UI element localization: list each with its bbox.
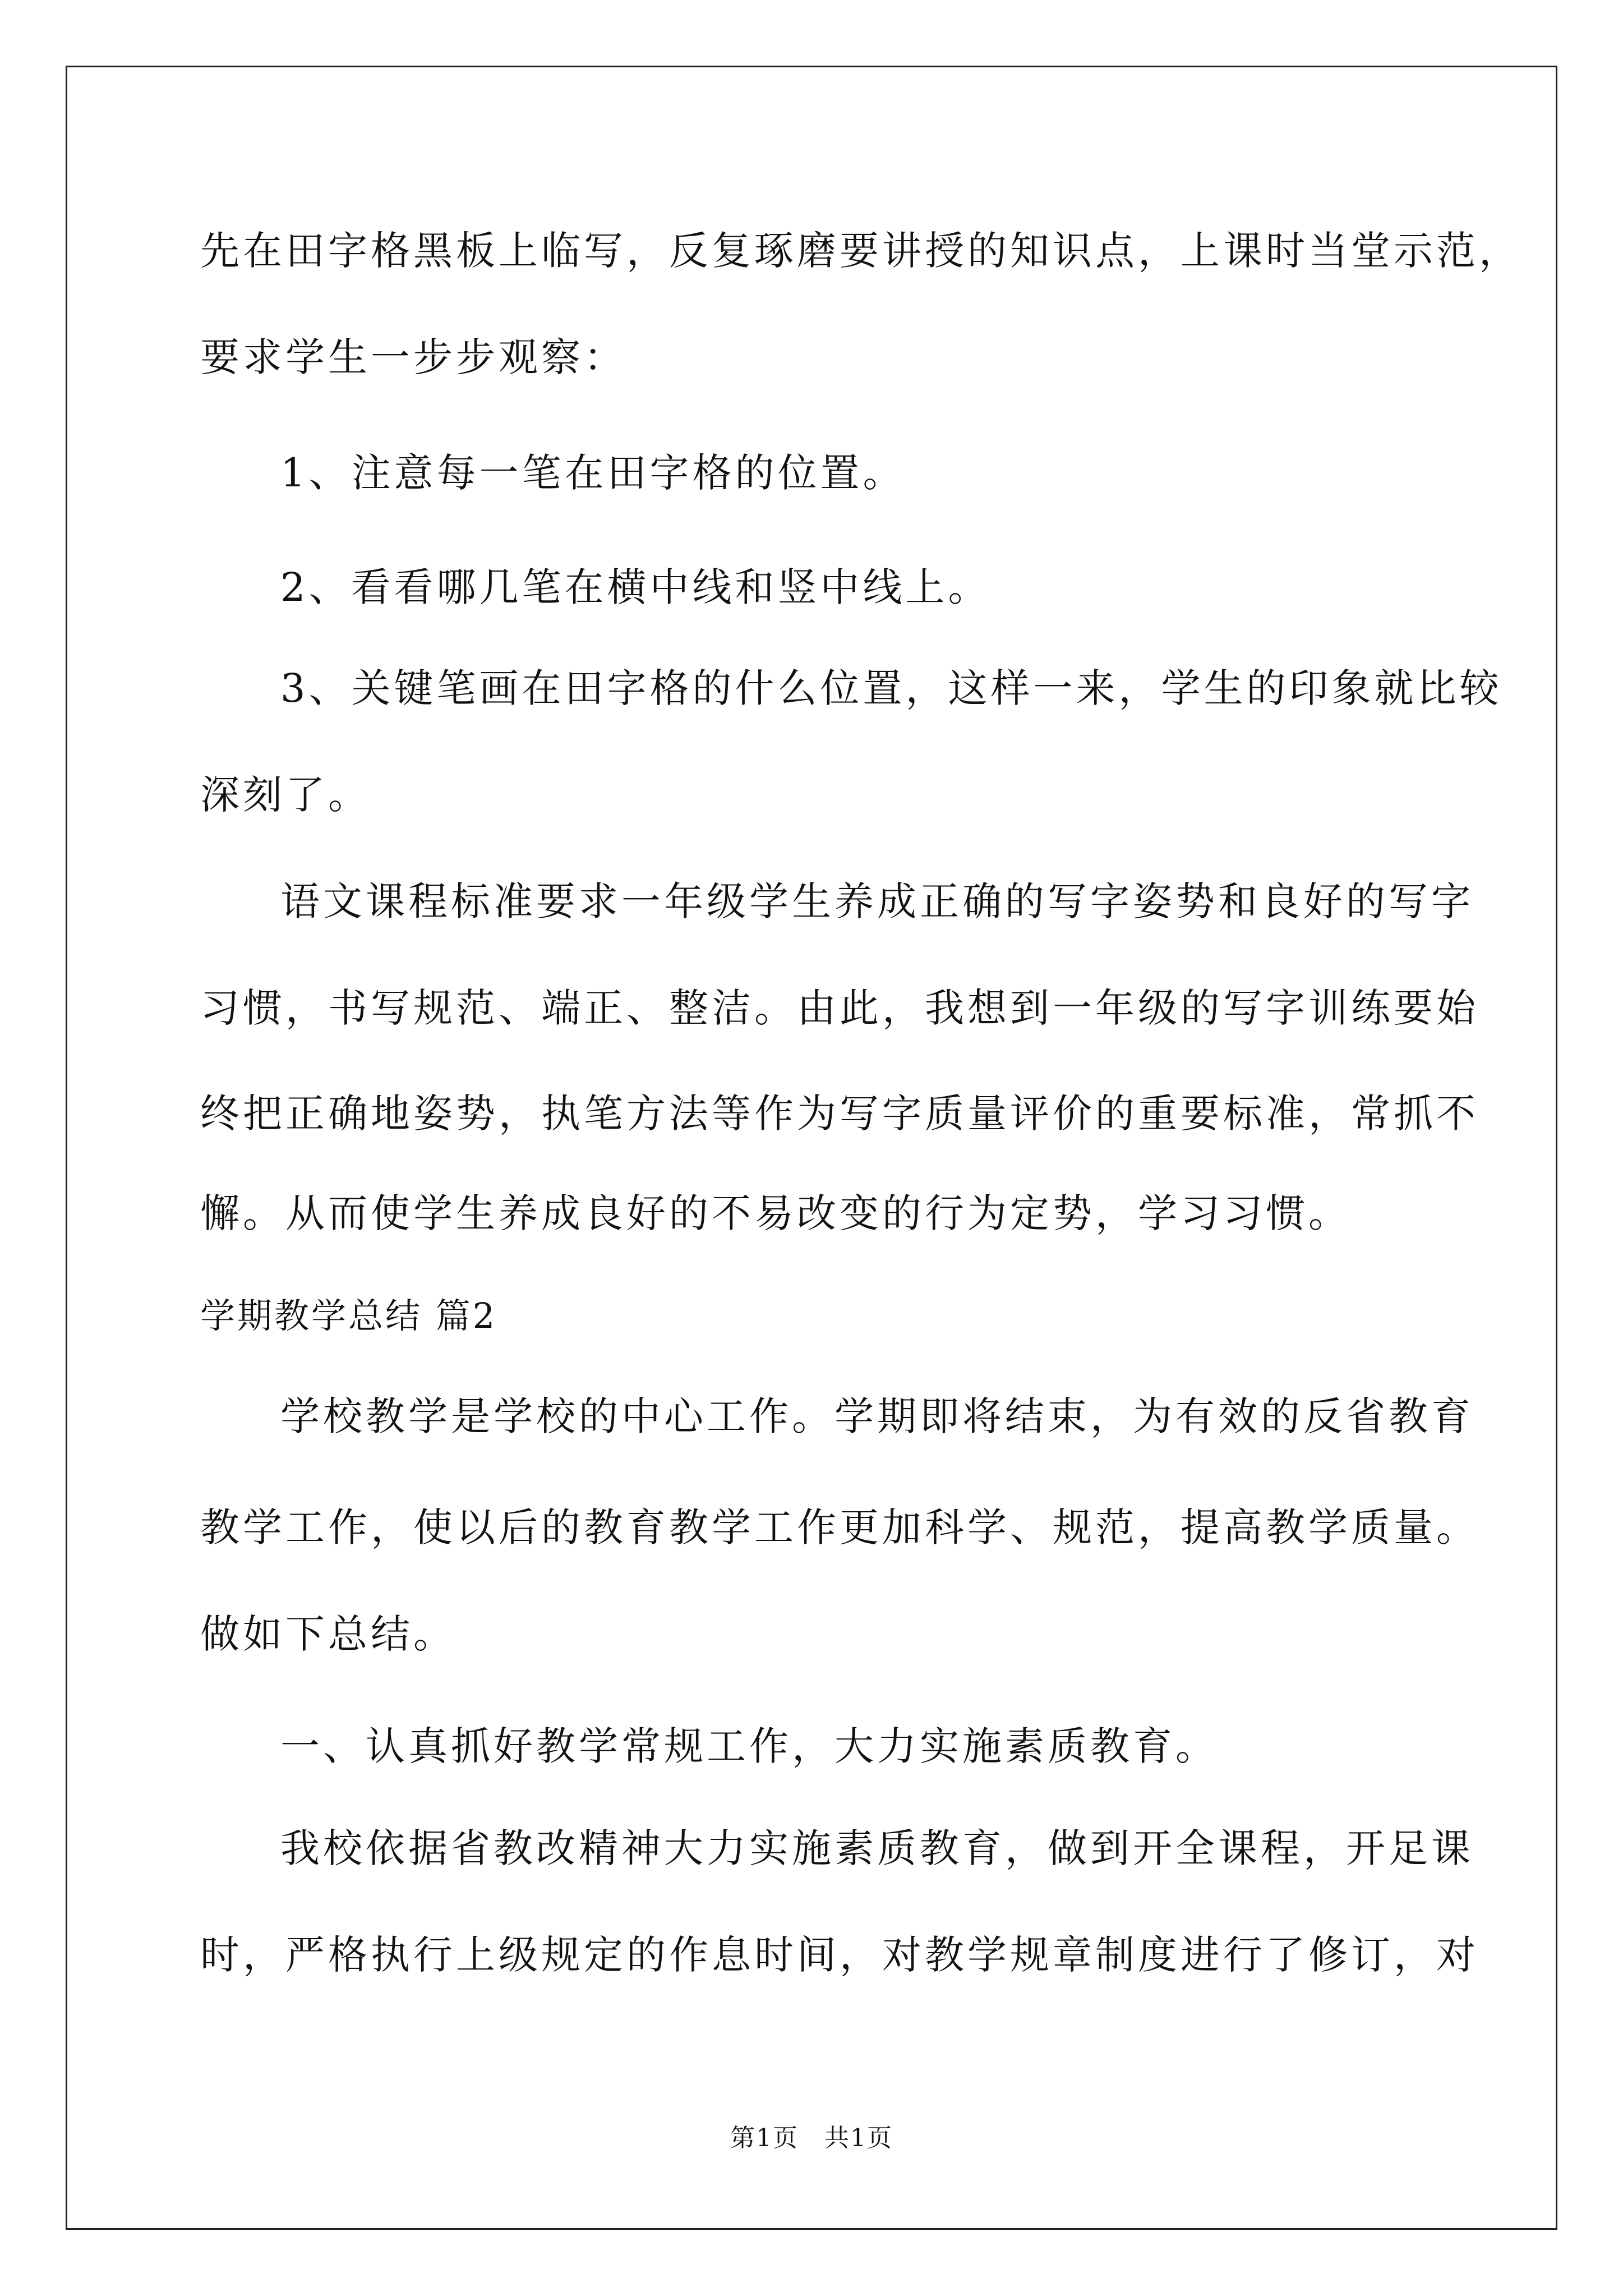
paragraph-line: 时，严格执行上级规定的作息时间，对教学规章制度进行了修订，对	[200, 1932, 1479, 1978]
paragraph-line: 要求学生一步步观察：	[200, 334, 626, 380]
page-number: 第1页 共1页	[730, 2124, 893, 2152]
paragraph-line: 做如下总结。	[200, 1611, 456, 1657]
paragraph-line: 教学工作，使以后的教育教学工作更加科学、规范，提高教学质量。	[200, 1504, 1479, 1550]
list-item: 2、看看哪几笔在横中线和竖中线上。	[280, 564, 991, 610]
paragraph-line: 语文课程标准要求一年级学生养成正确的写字姿势和良好的写字	[280, 878, 1474, 924]
paragraph-line: 我校依据省教改精神大力实施素质教育，做到开全课程，开足课	[280, 1825, 1474, 1871]
paragraph-line: 终把正确地姿势，执笔方法等作为写字质量评价的重要标准，常抓不	[200, 1091, 1479, 1137]
subsection-heading: 一、认真抓好教学常规工作，大力实施素质教育。	[280, 1723, 1218, 1769]
paragraph-line: 学校教学是学校的中心工作。学期即将结束，为有效的反省教育	[280, 1393, 1474, 1439]
paragraph-line: 深刻了。	[200, 772, 371, 818]
list-item: 3、关键笔画在田字格的什么位置，这样一来，学生的印象就比较	[280, 665, 1502, 711]
paragraph-line: 懈。从而使学生养成良好的不易改变的行为定势，学习习惯。	[200, 1190, 1351, 1236]
paragraph-line: 习惯，书写规范、端正、整洁。由此，我想到一年级的写字训练要始	[200, 985, 1479, 1031]
paragraph-line: 先在田字格黑板上临写，反复琢磨要讲授的知识点，上课时当堂示范，	[200, 228, 1521, 274]
section-heading: 学期教学总结 篇2	[200, 1295, 497, 1336]
page-border	[66, 66, 1557, 2230]
list-item: 1、注意每一笔在田字格的位置。	[280, 450, 906, 496]
